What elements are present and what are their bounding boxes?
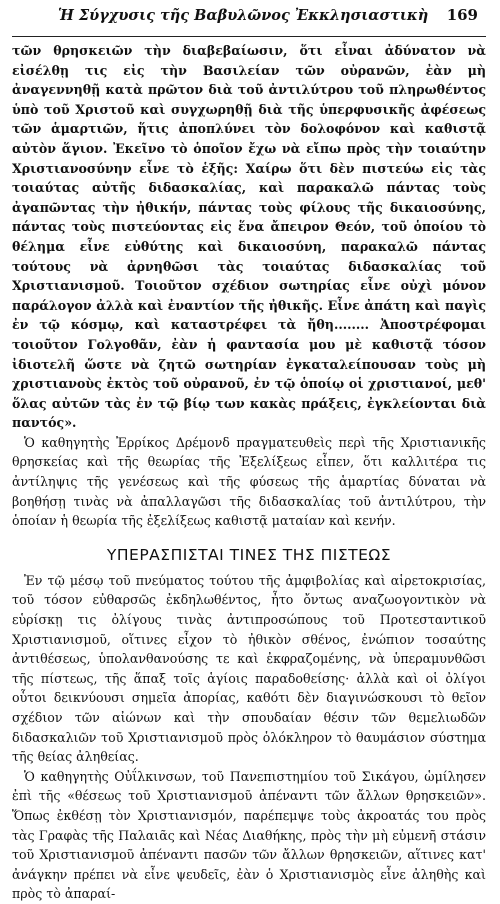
- paragraph: Ὁ καθηγητὴς Οὐΐλκινσων, τοῦ Πανεπιστημίου τοῦ Σικάγου, ὡμίλησεν ἐπὶ τῆς «θέσεως τοῦ Χριστιανισμοῦ ἀπέναντι τῶν ἄλλων θρησκειῶν». Ὅπως ἐκθέσῃ τὸν Χριστιανισμόν, παρέπεμψε τοὺς ἀκροατάς του πρὸς τὰς Γραφὰς τῆς Παλαιᾶς καὶ Νέας Διαθήκης, πρὸς τὴν μὴ εὐμενῆ στάσιν τοῦ Χριστιανισμοῦ ἀπέναντι πασῶν τῶν ἄλλων θρησκειῶν, αἵτινες κατ' ἀνάγκην πρέπει νὰ εἶνε ψευδεῖς, ἐὰν ὁ Χριστιανισμὸς εἶνε ἀληθὴς καὶ πρὸς τὸ ἀπαραί-: [12, 768, 486, 902]
- body-text: [12, 41, 486, 904]
- paragraph: τῶν θρησκειῶν τὴν διαβεβαίωσιν, ὅτι εἶναι ἀδύνατον νὰ εἰσέλθῃ τις εἰς τὴν Βασιλείαν τῶν οὐρανῶν, ἐὰν μὴ ἀναγεννηθῇ κατὰ πρῶτον διὰ τοῦ ἀντιλύτρου τοῦ πληρωθέντος ὑπὸ τοῦ Χριστοῦ καὶ συγχωρηθῇ διὰ τῆς ὑπερφυσικῆς ἀφέσεως τῶν ἁμαρτιῶν, ἥτις ἀποπλύνει τὸν δολοφόνον καὶ καθιστᾷ αὐτὸν ἅγιον. Ἐκεῖνο τὸ ὁποῖον ἔχω νὰ εἴπω πρὸς τὴν τοιαύτην Χριστιανοσύνην εἶνε τὸ ἑξῆς: Χαίρω ὅτι δὲν πιστεύω εἰς τὰς τοιαύτας αὐτῆς διδασκαλίας, καὶ παρακαλῶ πάντας τοὺς ἀγαπῶντας τὴν ἠθικήν, πάντας τοὺς φίλους τῆς δικαιοσύνης, πάντας τοὺς πιστεύοντας εἰς ἕνα ἄπειρον Θεόν, τοῦ ὁποίου τὸ θέλημα εἶνε εὐθύτης καὶ δικαιοσύνη, παρακαλῶ πάντας τούτους νὰ ἀρνηθῶσι τὰς τοιαύτας διδασκαλίας τοῦ Χριστιανισμοῦ. Τοιοῦτον σχέδιον σωτηρίας εἶνε οὐχὶ μόνον παράλογον ἀλλὰ καὶ ἐναντίον τῆς ἠθικῆς. Εἶνε ἀπάτη καὶ παγὶς ἐν τῷ κόσμῳ, καὶ καταστρέφει τὰ ἤθη........ Ἀποστρέφομαι τοιοῦτον Γολγοθᾶν, ἐὰν ἡ φαντασία μου μὲ καθιστᾷ τόσον ἰδιοτελῆ ὥστε νὰ ζητῶ σωτηρίαν ἐγκαταλείπουσαν τοὺς μὴ χριστιανοὺς ἐκτὸς τοῦ οὐρανοῦ, ἐν τῷ ὁποίῳ οἱ χριστιανοί, μεθ' ὅλας αὐτῶν τὰς ἐν τῷ βίῳ των κακὰς πράξεις, ἐγκλείονται διὰ παντός».: [12, 43, 486, 431]
- paragraph: Ἐν τῷ μέσῳ τοῦ πνεύματος τούτου τῆς ἀμφιβολίας καὶ αἱρετοκρισίας, τοῦ τόσον εὐθαρσῶς ἐκδηλωθέντος, ἦτο ὄντως αναζωογοντικὸν νὰ εὑρίσκῃ τις ὀλίγους τινὰς ἀντιπροσώπους τοῦ Προτεσταντικοῦ Χριστιανισμοῦ, οἵτινες εἶχον τὸ ἠθικὸν σθένος, ἐνώπιον τοσαύτης ἀντιθέσεως, ὑπολανθανούσης τε καὶ ἐκφραζομένης, νὰ ὑπεραμυνθῶσι τῆς πίστεως, τῆς ἅπαξ τοῖς ἁγίοις παραδοθείσης· ἀλλὰ καὶ οἱ ὀλίγοι οὗτοι δεικνύουσι σημεῖα ἀπορίας, καθότι δὲν διαγινώσκουσι τὸ θεῖον σχέδιον τῶν αἰώνων καὶ τὴν σπουδαίαν θέσιν τῶν θεμελιωδῶν διδασκαλιῶν τοῦ Χριστιανισμοῦ πρὸς ὁλόκληρον τὸ θαυμάσιον σύστημα τῆς θείας ἀληθείας.: [12, 572, 486, 765]
- paragraph: Ὁ καθηγητὴς Ἐρρίκος Δρέμονδ πραγματευθεὶς περὶ τῆς Χριστιανικῆς θρησκείας καὶ τῆς θεωρίας τῆς Ἐξελίξεως εἶπεν, ὅτι καλλιτέρα τις ἀντίληψις τῆς γενέσεως καὶ τῆς φύσεως τῆς ἁμαρτίας δύναται νὰ βοηθήσῃ τινὰς νὰ ἀπαλλαγῶσι τῆς διδασκαλίας τοῦ ἀντιλύτρου, τὴν ὁποίαν ἡ θεωρία τῆς ἐξελίξεως καθιστᾷ ματαίαν καὶ κενήν.: [12, 434, 486, 529]
- page-number: 169: [446, 6, 478, 24]
- section-heading: ΥΠΕΡΑΣΠΙΣΤΑΙ ΤΙΝΕΣ ΤΗΣ ΠΙΣΤΕΩΣ: [106, 545, 392, 564]
- running-head: [12, 6, 486, 37]
- running-title: Ἡ Σύγχυσις τῆς Βαβυλῶνος Ἐκκλησιαστικὴ: [58, 7, 429, 24]
